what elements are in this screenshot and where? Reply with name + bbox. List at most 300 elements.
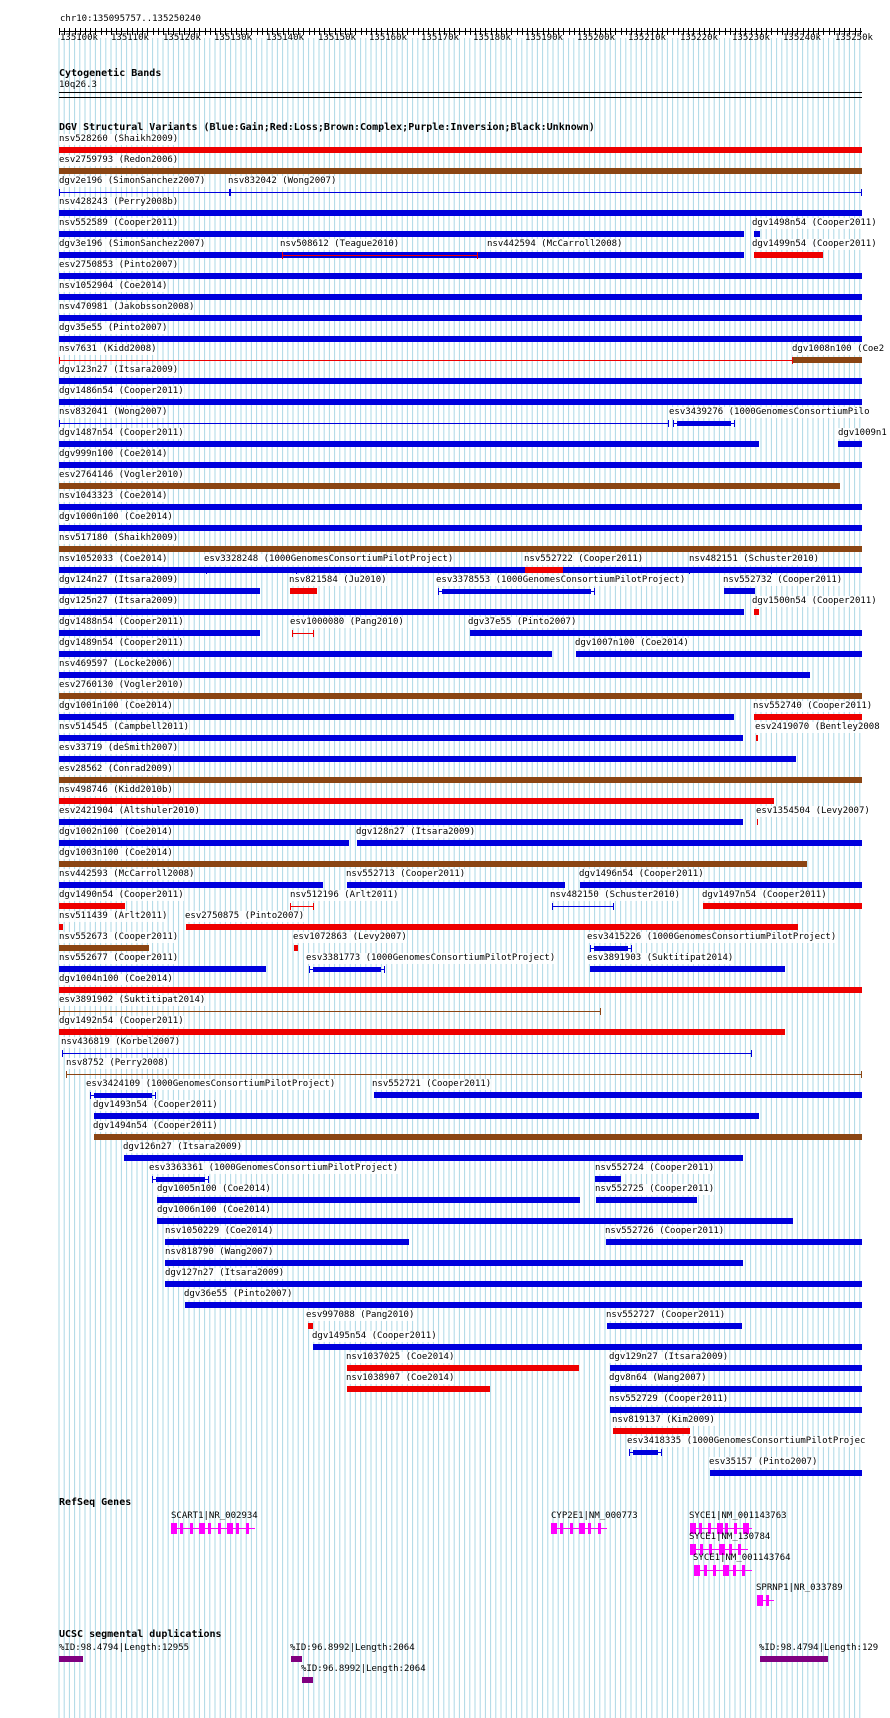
dgv-feature-label[interactable]: nsv511439 (Arlt2011) bbox=[59, 911, 168, 921]
dgv-feature-bar[interactable] bbox=[606, 1239, 862, 1245]
dgv-feature-end-tick bbox=[152, 1176, 153, 1183]
dgv-feature-label[interactable]: dgv126n27 (Itsara2009) bbox=[123, 1142, 243, 1152]
dgv-feature-label[interactable]: nsv498746 (Kidd2010b) bbox=[59, 785, 173, 795]
ruler-tick-label: 135170k bbox=[421, 33, 459, 43]
dgv-feature-label[interactable]: esv3418335 (1000GenomesConsortiumPilotProjec bbox=[627, 1436, 866, 1446]
dgv-feature-bar[interactable] bbox=[470, 630, 862, 636]
segdup-bar[interactable] bbox=[760, 1656, 828, 1662]
dgv-feature-bar[interactable] bbox=[838, 441, 862, 447]
dgv-feature-bar[interactable] bbox=[610, 1386, 862, 1392]
dgv-feature-end-tick bbox=[59, 1008, 60, 1015]
refseq-exon bbox=[742, 1565, 745, 1576]
dgv-feature-label[interactable]: dgv1008n100 (Coe2 bbox=[792, 344, 885, 354]
dgv-feature-bar[interactable] bbox=[59, 210, 862, 216]
dgv-feature-bar[interactable] bbox=[59, 861, 807, 867]
dgv-feature-label[interactable]: dgv1487n54 (Cooper2011) bbox=[59, 428, 184, 438]
ruler-minor-tick bbox=[823, 28, 824, 35]
dgv-feature-bar[interactable] bbox=[156, 1177, 205, 1182]
dgv-feature-bar[interactable] bbox=[59, 798, 774, 804]
dgv-feature-bar[interactable] bbox=[59, 336, 862, 342]
ruler-tick-label: 135160k bbox=[369, 33, 407, 43]
dgv-feature-bar[interactable] bbox=[185, 1302, 862, 1308]
dgv-feature-label[interactable]: dgv124n27 (Itsara2009) bbox=[59, 575, 179, 585]
ruler-minor-tick bbox=[569, 28, 570, 35]
dgv-feature-bar[interactable] bbox=[525, 567, 563, 573]
dgv-feature-label[interactable]: dgv129n27 (Itsara2009) bbox=[609, 1352, 729, 1362]
refseq-exon bbox=[190, 1523, 193, 1534]
refseq-exon bbox=[723, 1565, 729, 1576]
dgv-feature-end-tick bbox=[208, 1176, 209, 1183]
dgv-feature-bar[interactable] bbox=[59, 945, 149, 951]
dgv-feature-extent-line[interactable] bbox=[66, 1074, 862, 1075]
dgv-feature-bar[interactable] bbox=[313, 967, 381, 972]
dgv-feature-bar[interactable] bbox=[677, 421, 731, 426]
refseq-gene-label[interactable]: SCART1|NR_002934 bbox=[171, 1511, 258, 1521]
dgv-feature-bar[interactable] bbox=[756, 735, 758, 741]
ruler-tick-label: 135180k bbox=[473, 33, 511, 43]
dgv-feature-label[interactable]: dgv1495n54 (Cooper2011) bbox=[312, 1331, 437, 1341]
dgv-feature-bar[interactable] bbox=[59, 840, 349, 846]
dgv-feature-label[interactable]: esv1354504 (Levy2007) bbox=[756, 806, 870, 816]
dgv-feature-bar[interactable] bbox=[294, 945, 298, 951]
dgv-feature-label[interactable]: nsv552740 (Cooper2011) bbox=[753, 701, 873, 711]
dgv-feature-bar[interactable] bbox=[59, 630, 260, 636]
cytoband-divider-bottom bbox=[59, 97, 862, 98]
dgv-feature-bar[interactable] bbox=[59, 168, 862, 174]
dgv-feature-label[interactable]: dgv1500n54 (Cooper2011) bbox=[752, 596, 877, 606]
dgv-feature-label[interactable]: nsv1052904 (Coe2014) bbox=[59, 281, 168, 291]
dgv-feature-bar[interactable] bbox=[186, 924, 798, 930]
ruler-minor-tick bbox=[574, 28, 575, 35]
dgv-feature-bar[interactable] bbox=[59, 147, 862, 153]
dgv-feature-label[interactable]: dgv123n27 (Itsara2009) bbox=[59, 365, 179, 375]
refseq-exon bbox=[766, 1595, 769, 1606]
dgv-feature-bar[interactable] bbox=[210, 568, 293, 573]
refseq-exon bbox=[227, 1523, 233, 1534]
cytoband-label: 10q26.3 bbox=[59, 80, 97, 90]
dgv-feature-bar[interactable] bbox=[633, 1450, 658, 1455]
dgv-feature-label[interactable]: nsv508612 (Teague2010) bbox=[280, 239, 400, 249]
ruler-minor-tick bbox=[153, 28, 154, 35]
dgv-feature-extent-line[interactable] bbox=[292, 633, 314, 634]
dgv-feature-bar[interactable] bbox=[94, 1134, 862, 1140]
dgv-feature-label[interactable]: esv3363361 (1000GenomesConsortiumPilotProject) bbox=[149, 1163, 399, 1173]
dgv-feature-bar[interactable] bbox=[59, 294, 862, 300]
refseq-exon bbox=[598, 1523, 601, 1534]
dgv-feature-extent-line[interactable] bbox=[59, 423, 669, 424]
dgv-feature-bar[interactable] bbox=[442, 589, 591, 594]
dgv-feature-end-tick bbox=[313, 903, 314, 910]
dgv-feature-bar[interactable] bbox=[793, 357, 862, 363]
dgv-feature-bar[interactable] bbox=[607, 1323, 742, 1329]
dgv-feature-label[interactable]: dgv1490n54 (Cooper2011) bbox=[59, 890, 184, 900]
ruler-minor-tick bbox=[106, 28, 107, 35]
dgv-feature-bar[interactable] bbox=[94, 1093, 152, 1098]
dgv-feature-label[interactable]: esv35157 (Pinto2007) bbox=[709, 1457, 818, 1467]
dgv-feature-bar[interactable] bbox=[59, 777, 862, 783]
ruler-tick-label: 135250k bbox=[835, 33, 873, 43]
ruler-tick-label: 135140k bbox=[266, 33, 304, 43]
dgv-feature-bar[interactable] bbox=[59, 609, 744, 615]
dgv-feature-bar[interactable] bbox=[59, 483, 840, 489]
dgv-feature-label[interactable]: nsv1038907 (Coe2014) bbox=[346, 1373, 455, 1383]
dgv-feature-label[interactable]: dgv1004n100 (Coe2014) bbox=[59, 974, 173, 984]
ruler-minor-tick bbox=[205, 28, 206, 35]
dgv-feature-label[interactable]: esv28562 (Conrad2009) bbox=[59, 764, 173, 774]
dgv-feature-label[interactable]: dgv1001n100 (Coe2014) bbox=[59, 701, 173, 711]
dgv-feature-label[interactable]: esv3415226 (1000GenomesConsortiumPilotProject) bbox=[587, 932, 837, 942]
dgv-feature-label[interactable]: dgv127n27 (Itsara2009) bbox=[165, 1268, 285, 1278]
ruler-tick-label: 135190k bbox=[525, 33, 563, 43]
dgv-feature-label[interactable]: esv3328248 (1000GenomesConsortiumPilotProject) bbox=[204, 554, 454, 564]
segdup-track-title: UCSC segmental duplications bbox=[59, 1629, 222, 1640]
dgv-feature-extent-line[interactable] bbox=[552, 906, 614, 907]
dgv-feature-bar[interactable] bbox=[59, 987, 862, 993]
dgv-feature-extent-line[interactable] bbox=[62, 1053, 752, 1054]
dgv-feature-label[interactable]: nsv552725 (Cooper2011) bbox=[595, 1184, 715, 1194]
ruler-minor-tick bbox=[511, 28, 512, 35]
dgv-feature-label[interactable]: nsv552677 (Cooper2011) bbox=[59, 953, 179, 963]
dgv-feature-extent-line[interactable] bbox=[59, 192, 230, 193]
dgv-feature-label[interactable]: dgv2e196 (SimonSanchez2007) bbox=[59, 176, 206, 186]
dgv-feature-bar[interactable] bbox=[610, 1365, 862, 1371]
cytoband-track-title: Cytogenetic Bands bbox=[59, 68, 162, 79]
segdup-label[interactable]: %ID:98.4794|Length:129 bbox=[759, 1643, 879, 1653]
dgv-feature-label[interactable]: nsv482150 (Schuster2010) bbox=[550, 890, 681, 900]
dgv-feature-label[interactable]: esv997088 (Pang2010) bbox=[306, 1310, 415, 1320]
dgv-feature-label[interactable]: esv2750875 (Pinto2007) bbox=[185, 911, 305, 921]
dgv-feature-end-tick bbox=[90, 1092, 91, 1099]
refseq-exon bbox=[551, 1523, 557, 1534]
segdup-bar[interactable] bbox=[302, 1677, 313, 1683]
dgv-feature-end-tick bbox=[613, 903, 614, 910]
segdup-bar[interactable] bbox=[291, 1656, 302, 1662]
dgv-feature-bar[interactable] bbox=[59, 462, 862, 468]
ruler-minor-tick bbox=[673, 28, 674, 35]
dgv-feature-bar[interactable] bbox=[59, 672, 810, 678]
ruler-tick-label: 135130k bbox=[214, 33, 252, 43]
dgv-feature-bar[interactable] bbox=[165, 1260, 743, 1266]
segdup-label[interactable]: %ID:96.8992|Length:2064 bbox=[301, 1664, 426, 1674]
dgv-feature-extent-line[interactable] bbox=[59, 360, 793, 361]
ruler-minor-tick bbox=[730, 28, 731, 35]
dgv-feature-label[interactable]: nsv512196 (Arlt2011) bbox=[290, 890, 399, 900]
dgv-feature-bar[interactable] bbox=[59, 588, 260, 594]
dgv-feature-bar[interactable] bbox=[724, 588, 755, 594]
dgv-feature-bar[interactable] bbox=[59, 693, 862, 699]
dgv-feature-bar[interactable] bbox=[94, 1113, 759, 1119]
dgv-feature-bar[interactable] bbox=[124, 1155, 743, 1161]
dgv-feature-bar[interactable] bbox=[59, 924, 63, 930]
refseq-exon bbox=[713, 1565, 716, 1576]
dgv-feature-bar[interactable] bbox=[313, 1344, 862, 1350]
refseq-exon bbox=[588, 1523, 591, 1534]
dgv-feature-label[interactable]: esv1000080 (Pang2010) bbox=[290, 617, 404, 627]
dgv-feature-bar[interactable] bbox=[347, 1386, 490, 1392]
ruler-minor-tick bbox=[418, 28, 419, 35]
dgv-feature-label[interactable]: nsv552729 (Cooper2011) bbox=[609, 1394, 729, 1404]
dgv-feature-bar[interactable] bbox=[59, 966, 266, 972]
dgv-feature-label[interactable]: dgv1009n1 bbox=[838, 428, 887, 438]
dgv-feature-label[interactable]: dgv37e55 (Pinto2007) bbox=[468, 617, 577, 627]
dgv-feature-end-tick bbox=[206, 567, 207, 574]
refseq-gene-label[interactable]: SYCE1|NM_001143764 bbox=[693, 1553, 791, 1563]
ruler-minor-tick bbox=[626, 28, 627, 35]
dgv-feature-label[interactable]: dgv1494n54 (Cooper2011) bbox=[93, 1121, 218, 1131]
dgv-feature-label[interactable]: nsv832042 (Wong2007) bbox=[228, 176, 337, 186]
dgv-feature-bar[interactable] bbox=[59, 882, 323, 888]
dgv-feature-label[interactable]: esv2760130 (Vogler2010) bbox=[59, 680, 184, 690]
segdup-label[interactable]: %ID:98.4794|Length:12955 bbox=[59, 1643, 190, 1653]
dgv-feature-label[interactable]: dgv1488n54 (Cooper2011) bbox=[59, 617, 184, 627]
refseq-track-title: RefSeq Genes bbox=[59, 1497, 132, 1508]
dgv-feature-bar[interactable] bbox=[754, 609, 759, 615]
dgv-feature-bar[interactable] bbox=[157, 1197, 580, 1203]
dgv-feature-extent-line[interactable] bbox=[230, 192, 862, 193]
dgv-feature-label[interactable]: nsv552721 (Cooper2011) bbox=[372, 1079, 492, 1089]
dgv-feature-bar[interactable] bbox=[59, 903, 125, 909]
dgv-feature-bar[interactable] bbox=[347, 882, 565, 888]
dgv-feature-label[interactable]: esv3381773 (1000GenomesConsortiumPilotProject) bbox=[306, 953, 556, 963]
dgv-feature-bar[interactable] bbox=[357, 840, 862, 846]
ruler-minor-tick bbox=[621, 28, 622, 35]
refseq-exon bbox=[570, 1523, 573, 1534]
dgv-feature-bar[interactable] bbox=[374, 1092, 862, 1098]
dgv-feature-label[interactable]: nsv7631 (Kidd2008) bbox=[59, 344, 157, 354]
dgv-feature-end-tick bbox=[673, 420, 674, 427]
refseq-gene-label[interactable]: CYP2E1|NM_000773 bbox=[551, 1511, 638, 1521]
dgv-feature-bar[interactable] bbox=[59, 1029, 785, 1035]
dgv-feature-label[interactable]: esv2764146 (Vogler2010) bbox=[59, 470, 184, 480]
ruler-minor-tick bbox=[678, 28, 679, 35]
dgv-feature-label[interactable]: esv2750853 (Pinto2007) bbox=[59, 260, 179, 270]
dgv-feature-bar[interactable] bbox=[595, 1176, 621, 1182]
dgv-feature-label[interactable]: esv3891902 (Suktitipat2014) bbox=[59, 995, 206, 1005]
dgv-feature-label[interactable]: dgv1493n54 (Cooper2011) bbox=[93, 1100, 218, 1110]
dgv-feature-end-tick bbox=[552, 903, 553, 910]
dgv-feature-bar[interactable] bbox=[290, 588, 317, 594]
dgv-feature-bar[interactable] bbox=[59, 714, 734, 720]
dgv-feature-label[interactable]: nsv1050229 (Coe2014) bbox=[165, 1226, 274, 1236]
ruler-minor-tick bbox=[667, 28, 668, 35]
ruler-minor-tick bbox=[361, 28, 362, 35]
dgv-feature-bar[interactable] bbox=[59, 441, 759, 447]
dgv-feature-bar[interactable] bbox=[308, 1323, 313, 1329]
dgv-feature-label[interactable]: dgv1486n54 (Cooper2011) bbox=[59, 386, 184, 396]
dgv-feature-label[interactable]: nsv821584 (Ju2010) bbox=[289, 575, 387, 585]
refseq-exon bbox=[199, 1523, 205, 1534]
dgv-feature-bar[interactable] bbox=[59, 546, 862, 552]
dgv-feature-bar[interactable] bbox=[754, 231, 760, 237]
dgv-feature-end-tick bbox=[66, 1071, 67, 1078]
dgv-feature-label[interactable]: esv3891903 (Suktitipat2014) bbox=[587, 953, 734, 963]
refseq-exon bbox=[733, 1565, 736, 1576]
dgv-feature-bar[interactable] bbox=[59, 315, 862, 321]
ruler-tick-label: 135120k bbox=[163, 33, 201, 43]
dgv-feature-label[interactable]: nsv552727 (Cooper2011) bbox=[606, 1310, 726, 1320]
dgv-feature-label[interactable]: nsv436819 (Korbel2007) bbox=[61, 1037, 181, 1047]
dgv-feature-label[interactable]: dgv1007n100 (Coe2014) bbox=[575, 638, 689, 648]
dgv-feature-label[interactable]: esv3378553 (1000GenomesConsortiumPilotProject) bbox=[436, 575, 686, 585]
dgv-feature-label[interactable]: esv1072863 (Levy2007) bbox=[293, 932, 407, 942]
dgv-feature-extent-line[interactable] bbox=[282, 255, 478, 256]
dgv-feature-label[interactable]: nsv552732 (Cooper2011) bbox=[723, 575, 843, 585]
dgv-feature-end-tick bbox=[296, 567, 297, 574]
dgv-feature-bar[interactable] bbox=[59, 819, 743, 825]
refseq-gene-label[interactable]: SYCE1|NM_001143763 bbox=[689, 1511, 787, 1521]
dgv-feature-label[interactable]: nsv1052033 (Coe2014) bbox=[59, 554, 168, 564]
dgv-feature-end-tick bbox=[155, 1092, 156, 1099]
dgv-feature-label[interactable]: nsv8752 (Perry2008) bbox=[66, 1058, 169, 1068]
dgv-feature-label[interactable]: nsv818790 (Wang2007) bbox=[165, 1247, 274, 1257]
dgv-feature-label[interactable]: dgv8n64 (Wang2007) bbox=[609, 1373, 707, 1383]
dgv-feature-label[interactable]: dgv128n27 (Itsara2009) bbox=[356, 827, 476, 837]
ruler-minor-tick bbox=[563, 28, 564, 35]
dgv-feature-label[interactable]: nsv552713 (Cooper2011) bbox=[346, 869, 466, 879]
dgv-feature-label[interactable]: esv2759793 (Redon2006) bbox=[59, 155, 179, 165]
dgv-feature-label[interactable]: nsv552724 (Cooper2011) bbox=[595, 1163, 715, 1173]
dgv-feature-label[interactable]: nsv1037025 (Coe2014) bbox=[346, 1352, 455, 1362]
dgv-feature-label[interactable]: dgv1002n100 (Coe2014) bbox=[59, 827, 173, 837]
dgv-feature-label[interactable]: dgv35e55 (Pinto2007) bbox=[59, 323, 168, 333]
dgv-feature-label[interactable]: nsv832041 (Wong2007) bbox=[59, 407, 168, 417]
dgv-feature-bar[interactable] bbox=[757, 819, 758, 825]
dgv-feature-label[interactable]: esv33719 (deSmith2007) bbox=[59, 743, 179, 753]
dgv-feature-bar[interactable] bbox=[165, 1239, 409, 1245]
dgv-feature-end-tick bbox=[477, 252, 478, 259]
dgv-feature-bar[interactable] bbox=[594, 946, 628, 951]
dgv-feature-label[interactable]: nsv552722 (Cooper2011) bbox=[524, 554, 644, 564]
segdup-bar[interactable] bbox=[59, 1656, 83, 1662]
dgv-feature-end-tick bbox=[290, 903, 291, 910]
dgv-feature-label[interactable]: dgv1497n54 (Cooper2011) bbox=[702, 890, 827, 900]
dgv-feature-label[interactable]: nsv442594 (McCarroll2008) bbox=[487, 239, 623, 249]
dgv-feature-label[interactable]: nsv469597 (Locke2006) bbox=[59, 659, 173, 669]
dgv-feature-bar[interactable] bbox=[703, 903, 862, 909]
ruler-minor-tick bbox=[314, 28, 315, 35]
dgv-feature-label[interactable]: nsv552673 (Cooper2011) bbox=[59, 932, 179, 942]
dgv-feature-end-tick bbox=[668, 420, 669, 427]
ruler-minor-tick bbox=[257, 28, 258, 35]
dgv-feature-bar[interactable] bbox=[59, 273, 862, 279]
dgv-feature-bar[interactable] bbox=[580, 882, 862, 888]
dgv-feature-end-tick bbox=[59, 189, 60, 196]
dgv-feature-bar[interactable] bbox=[59, 231, 744, 237]
dgv-feature-bar[interactable] bbox=[613, 1428, 690, 1434]
ruler-minor-tick bbox=[413, 28, 414, 35]
ruler-minor-tick bbox=[101, 28, 102, 35]
refseq-exon bbox=[757, 1595, 763, 1606]
dgv-feature-bar[interactable] bbox=[576, 651, 862, 657]
dgv-feature-bar[interactable] bbox=[59, 378, 862, 384]
dgv-feature-label[interactable]: esv3439276 (1000GenomesConsortiumPilo bbox=[669, 407, 870, 417]
dgv-feature-label[interactable]: dgv1492n54 (Cooper2011) bbox=[59, 1016, 184, 1026]
dgv-feature-bar[interactable] bbox=[710, 1470, 862, 1476]
refseq-gene-label[interactable]: SPRNP1|NR_033789 bbox=[756, 1583, 843, 1593]
refseq-gene-label[interactable]: SYCE1|NM_130784 bbox=[689, 1532, 771, 1542]
ruler-minor-tick bbox=[262, 28, 263, 35]
ruler-minor-tick bbox=[829, 28, 830, 35]
dgv-feature-bar[interactable] bbox=[59, 525, 862, 531]
ruler-minor-tick bbox=[470, 28, 471, 35]
dgv-feature-bar[interactable] bbox=[754, 252, 823, 258]
dgv-feature-bar[interactable] bbox=[59, 504, 862, 510]
dgv-feature-end-tick bbox=[59, 420, 60, 427]
dgv-feature-label[interactable]: nsv514545 (Campbell2011) bbox=[59, 722, 190, 732]
dgv-feature-label[interactable]: dgv3e196 (SimonSanchez2007) bbox=[59, 239, 206, 249]
dgv-feature-label[interactable]: nsv517180 (Shaikh2009) bbox=[59, 533, 179, 543]
dgv-feature-label[interactable]: dgv1005n100 (Coe2014) bbox=[157, 1184, 271, 1194]
dgv-feature-end-tick bbox=[861, 1071, 862, 1078]
dgv-feature-bar[interactable] bbox=[157, 1218, 793, 1224]
dgv-feature-label[interactable]: dgv1498n54 (Cooper2011) bbox=[752, 218, 877, 228]
dgv-feature-label[interactable]: dgv1006n100 (Coe2014) bbox=[157, 1205, 271, 1215]
dgv-feature-bar[interactable] bbox=[59, 399, 862, 405]
ruler-minor-tick bbox=[719, 28, 720, 35]
dgv-feature-bar[interactable] bbox=[610, 1407, 862, 1413]
dgv-feature-bar[interactable] bbox=[59, 735, 743, 741]
dgv-feature-end-tick bbox=[292, 630, 293, 637]
dgv-feature-label[interactable]: dgv1499n54 (Cooper2011) bbox=[752, 239, 877, 249]
dgv-feature-label[interactable]: esv2421904 (Altshuler2010) bbox=[59, 806, 200, 816]
dgv-feature-label[interactable]: nsv552589 (Cooper2011) bbox=[59, 218, 179, 228]
dgv-feature-extent-line[interactable] bbox=[290, 906, 314, 907]
ruler-tick-label: 135100k bbox=[60, 33, 98, 43]
ruler-minor-tick bbox=[771, 28, 772, 35]
dgv-feature-end-tick bbox=[661, 1449, 662, 1456]
dgv-feature-extent-line[interactable] bbox=[59, 1011, 601, 1012]
dgv-feature-bar[interactable] bbox=[59, 651, 552, 657]
ruler-tick-label: 135220k bbox=[680, 33, 718, 43]
ruler-minor-tick bbox=[158, 28, 159, 35]
dgv-feature-label[interactable]: dgv36e55 (Pinto2007) bbox=[184, 1289, 293, 1299]
dgv-feature-label[interactable]: esv3424109 (1000GenomesConsortiumPilotProject) bbox=[86, 1079, 336, 1089]
dgv-feature-label[interactable]: nsv528260 (Shaikh2009) bbox=[59, 134, 179, 144]
cytoband-divider-top bbox=[59, 92, 862, 93]
dgv-feature-label[interactable]: dgv999n100 (Coe2014) bbox=[59, 449, 168, 459]
dgv-feature-label[interactable]: dgv1003n100 (Coe2014) bbox=[59, 848, 173, 858]
dgv-feature-end-tick bbox=[629, 1449, 630, 1456]
ruler-minor-tick bbox=[210, 28, 211, 35]
dgv-feature-label[interactable]: dgv1496n54 (Cooper2011) bbox=[579, 869, 704, 879]
dgv-feature-bar[interactable] bbox=[596, 1197, 697, 1203]
dgv-feature-label[interactable]: dgv1489n54 (Cooper2011) bbox=[59, 638, 184, 648]
dgv-feature-label[interactable]: dgv1000n100 (Coe2014) bbox=[59, 512, 173, 522]
ruler-minor-tick bbox=[459, 28, 460, 35]
dgv-feature-bar[interactable] bbox=[489, 252, 743, 258]
dgv-feature-bar[interactable] bbox=[590, 966, 785, 972]
ruler-tick-label: 135200k bbox=[577, 33, 615, 43]
dgv-feature-label[interactable]: dgv125n27 (Itsara2009) bbox=[59, 596, 179, 606]
dgv-feature-bar[interactable] bbox=[347, 1365, 579, 1371]
dgv-feature-bar[interactable] bbox=[165, 1281, 862, 1287]
ruler-minor-tick bbox=[517, 28, 518, 35]
dgv-feature-label[interactable]: nsv428243 (Perry2008b) bbox=[59, 197, 179, 207]
dgv-feature-bar[interactable] bbox=[59, 756, 796, 762]
dgv-feature-label[interactable]: nsv482151 (Schuster2010) bbox=[689, 554, 820, 564]
dgv-feature-bar[interactable] bbox=[754, 714, 862, 720]
dgv-feature-label[interactable]: nsv552726 (Cooper2011) bbox=[605, 1226, 725, 1236]
dgv-feature-label[interactable]: nsv1043323 (Coe2014) bbox=[59, 491, 168, 501]
dgv-feature-label[interactable]: nsv442593 (McCarroll2008) bbox=[59, 869, 195, 879]
segdup-label[interactable]: %ID:96.8992|Length:2064 bbox=[290, 1643, 415, 1653]
dgv-feature-label[interactable]: esv2419070 (Bentley2008 bbox=[755, 722, 880, 732]
dgv-feature-end-tick bbox=[689, 567, 690, 574]
dgv-feature-label[interactable]: nsv470981 (Jakobsson2008) bbox=[59, 302, 195, 312]
refseq-exon bbox=[236, 1523, 239, 1534]
dgv-feature-extent-line[interactable] bbox=[689, 570, 772, 571]
dgv-feature-label[interactable]: nsv819137 (Kim2009) bbox=[612, 1415, 715, 1425]
